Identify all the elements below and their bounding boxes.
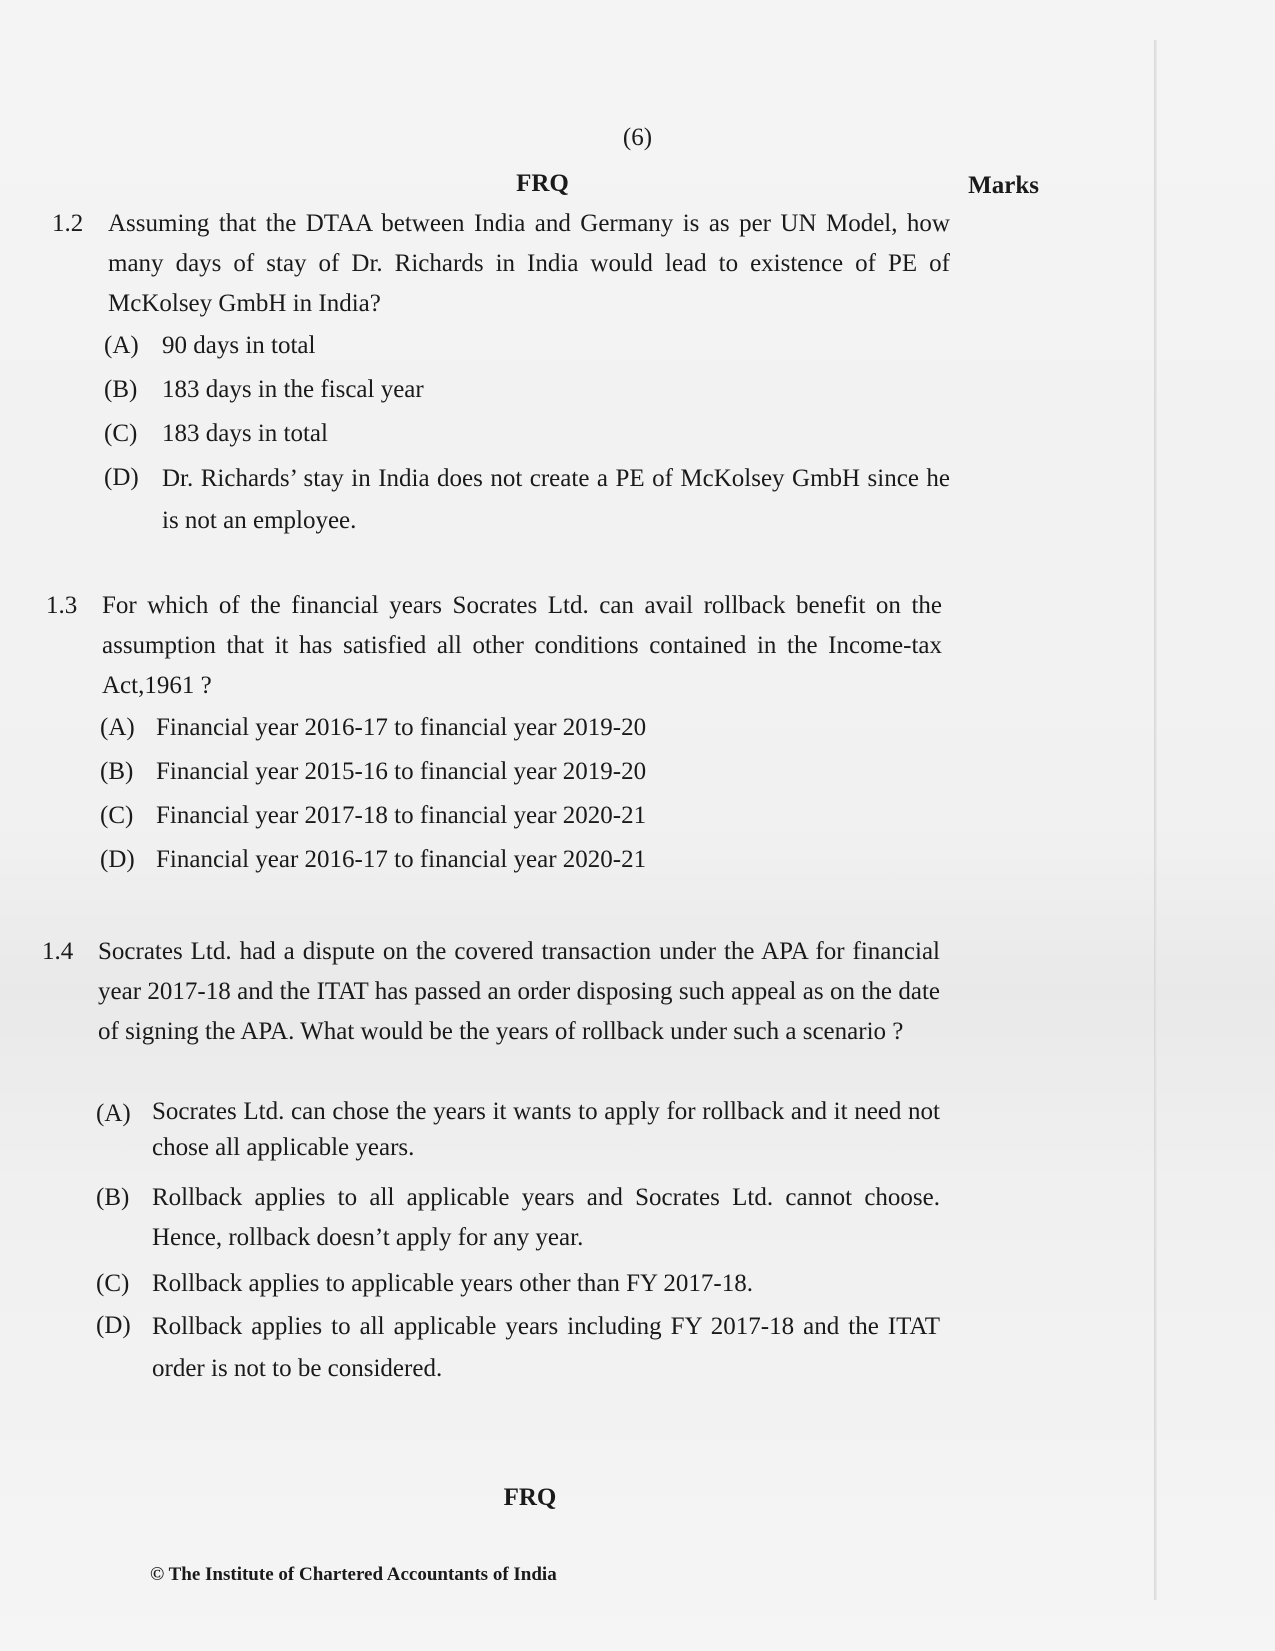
question-number: 1.4 bbox=[42, 938, 74, 965]
option-label: (B) bbox=[96, 1184, 130, 1211]
option-label: (A) bbox=[100, 714, 135, 741]
option-label: (C) bbox=[104, 420, 138, 447]
option-label: (D) bbox=[96, 1312, 131, 1339]
question-1-2 bbox=[52, 204, 950, 544]
question-stem: For which of the financial years Socrates Ltd. can avail rollback benefit on the assumption that it has satisfied all other conditions contained in the Income-tax Act,1961 ? bbox=[102, 592, 942, 699]
page-edge-shadow bbox=[1154, 40, 1157, 1600]
option-label: (A) bbox=[96, 1100, 131, 1127]
copyright-notice: © The Institute of Chartered Accountants of India bbox=[150, 1564, 557, 1585]
option-label: (D) bbox=[104, 464, 139, 491]
option-label: (A) bbox=[104, 332, 139, 359]
question-1-3 bbox=[46, 586, 942, 886]
option-text: 183 days in total bbox=[162, 420, 328, 447]
option-text: 183 days in the fiscal year bbox=[162, 376, 424, 403]
option-text: Financial year 2015-16 to financial year 2019-20 bbox=[156, 758, 647, 785]
option-text: Financial year 2016-17 to financial year 2019-20 bbox=[156, 714, 647, 741]
section-footer: FRQ bbox=[503, 1484, 557, 1511]
question-1-4 bbox=[42, 932, 942, 1392]
question-number: 1.2 bbox=[52, 210, 84, 237]
option-text: Rollback applies to all applicable years including FY 2017-18 and the ITAT order is not to be considered. bbox=[152, 1313, 940, 1382]
question-number: 1.3 bbox=[46, 592, 78, 619]
option-text: Rollback applies to all applicable years and Socrates Ltd. cannot choose. Hence, rollback doesn’t apply for any year. bbox=[152, 1184, 940, 1251]
option-label: (C) bbox=[96, 1270, 130, 1297]
question-stem: Socrates Ltd. had a dispute on the covered transaction under the APA for financial year 2017-18 and the ITAT has passed an order disposing such appeal as on the date of signing the APA. What would be the years of rollback under such a scenario ? bbox=[98, 938, 940, 1045]
option-text: Financial year 2016-17 to financial year 2020-21 bbox=[156, 846, 647, 873]
option-text: Dr. Richards’ stay in India does not create a PE of McKolsey GmbH since he is not an employee. bbox=[162, 465, 950, 534]
option-text: Financial year 2017-18 to financial year 2020-21 bbox=[156, 802, 647, 829]
section-header: FRQ bbox=[516, 170, 569, 197]
question-stem: Assuming that the DTAA between India and Germany is as per UN Model, how many days of stay of Dr. Richards in India would lead to existence of PE of McKolsey GmbH in India? bbox=[108, 210, 950, 317]
option-label: (D) bbox=[100, 846, 135, 873]
option-text: Socrates Ltd. can chose the years it wants to apply for rollback and it need not chose all applicable years. bbox=[152, 1098, 940, 1161]
page-number: (6) bbox=[622, 124, 653, 151]
option-label: (C) bbox=[100, 802, 134, 829]
marks-heading: Marks bbox=[968, 172, 1039, 199]
option-text: Rollback applies to applicable years other than FY 2017-18. bbox=[152, 1270, 754, 1297]
option-label: (B) bbox=[100, 758, 134, 785]
option-label: (B) bbox=[104, 376, 138, 403]
option-text: 90 days in total bbox=[162, 332, 316, 359]
